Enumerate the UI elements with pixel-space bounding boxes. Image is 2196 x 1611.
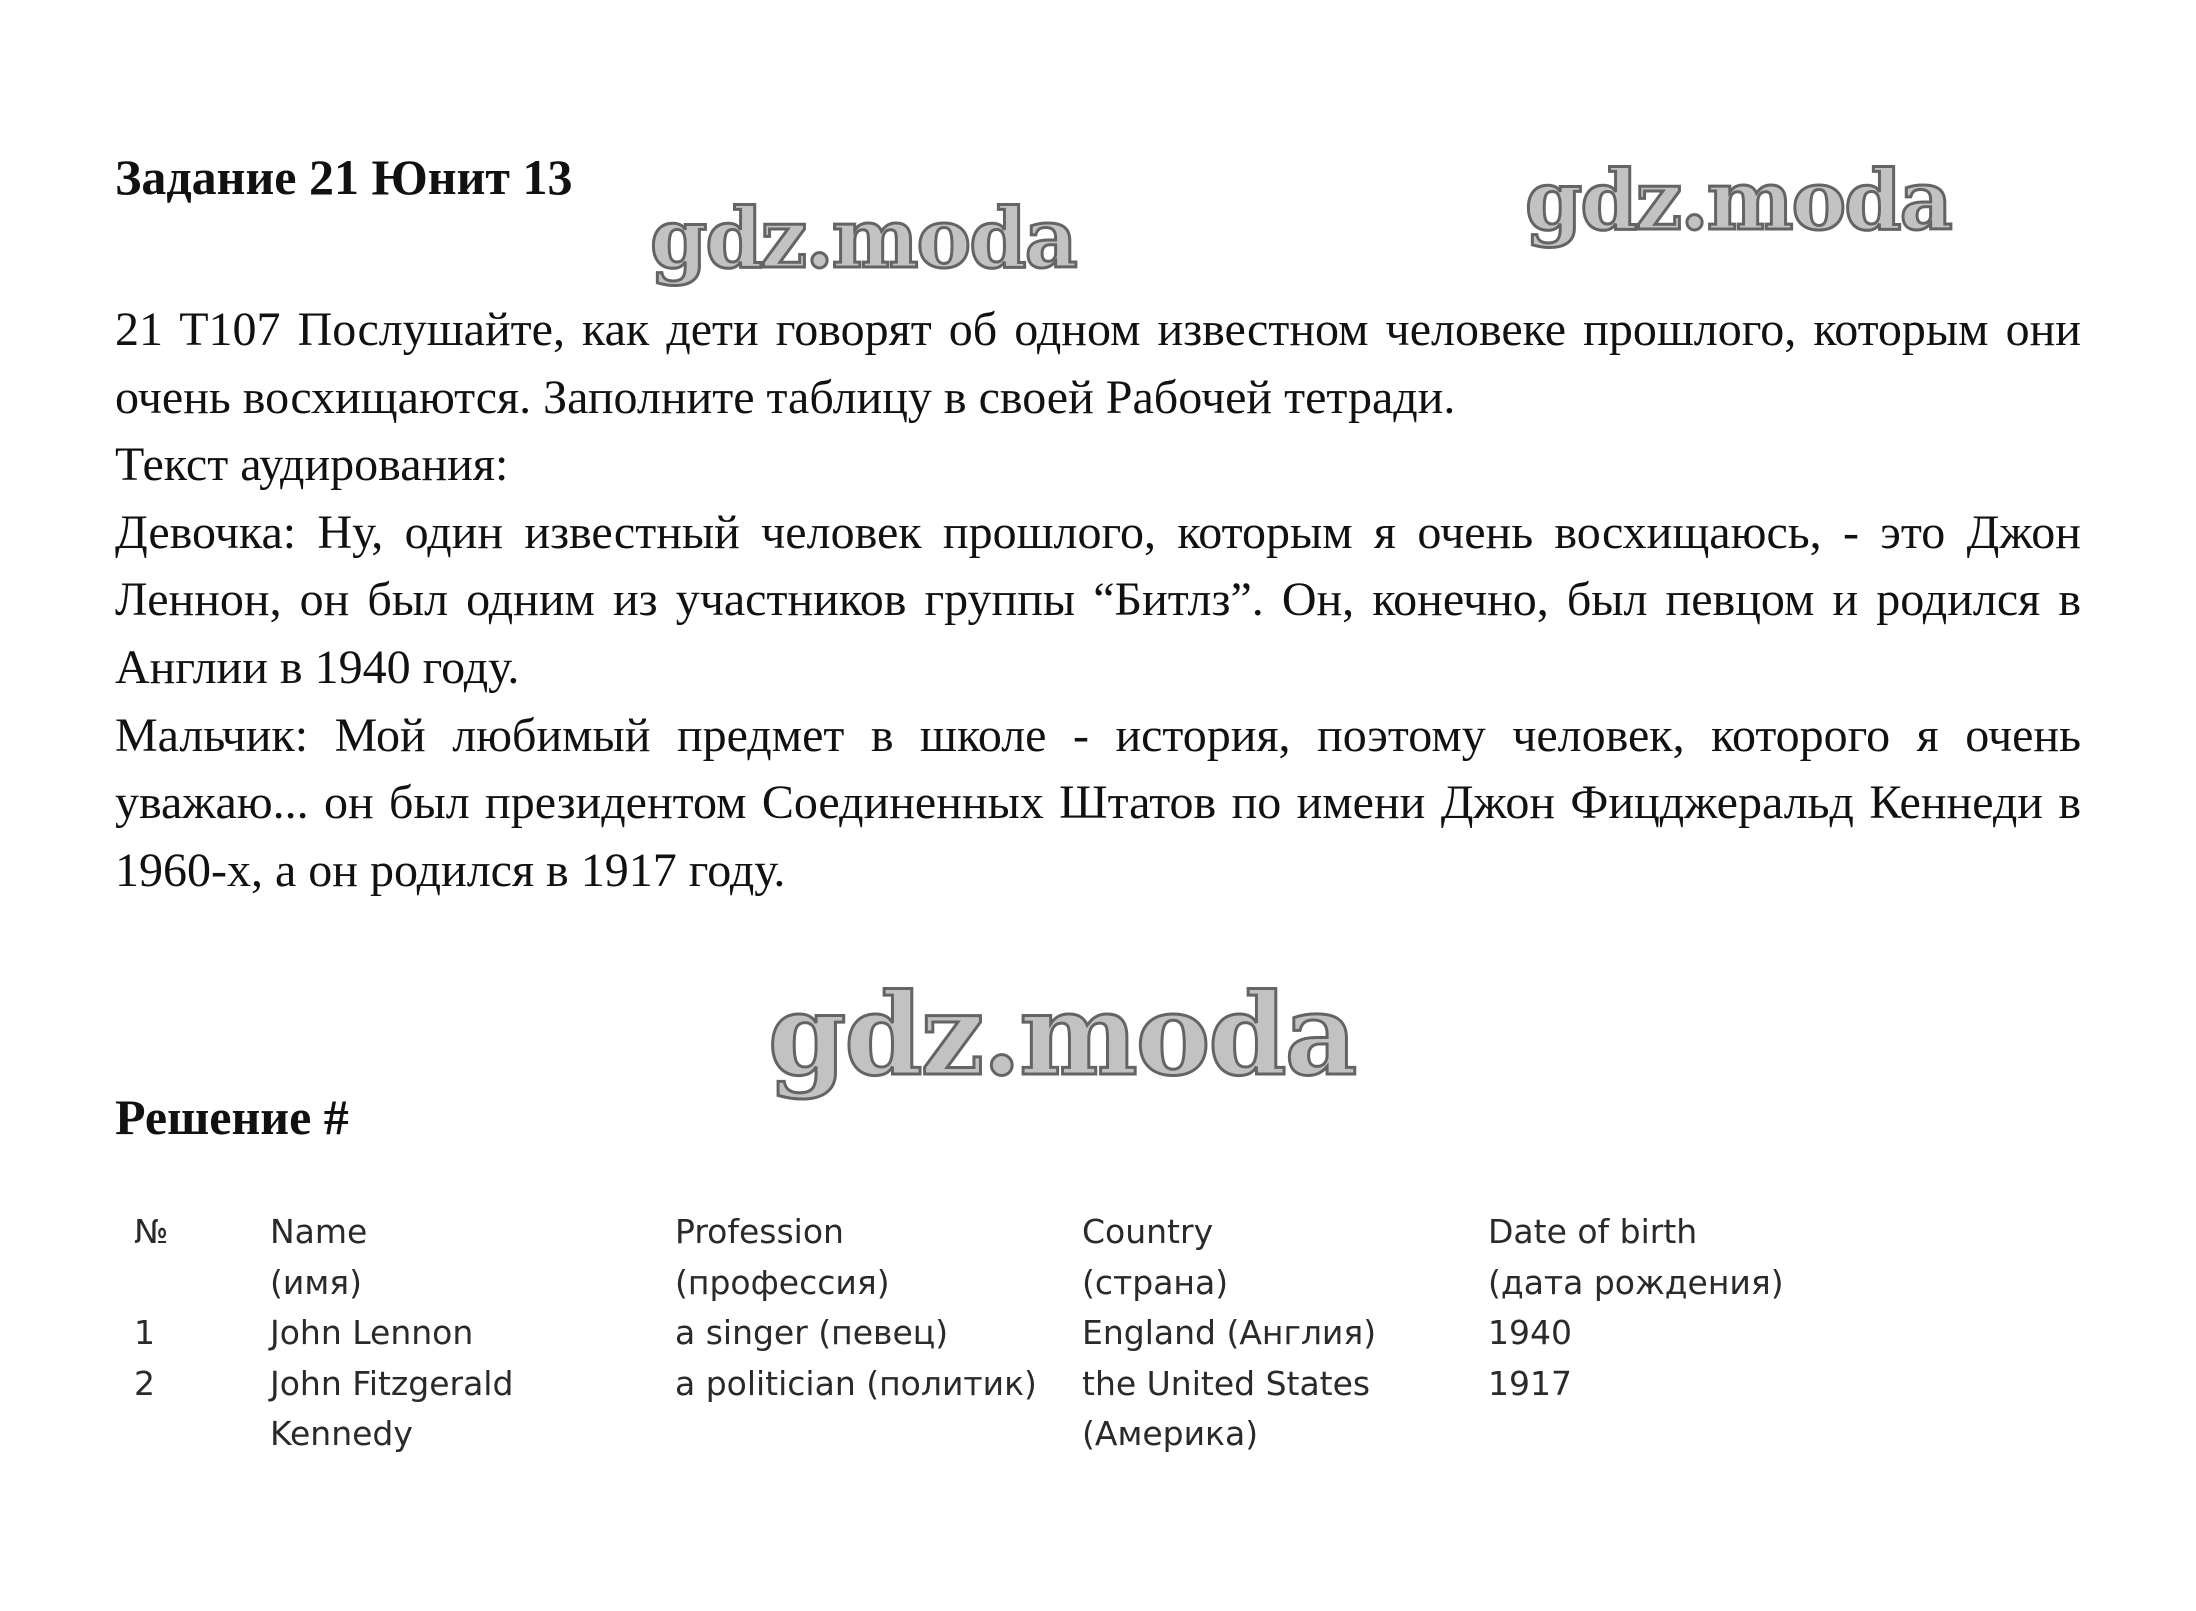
task-text <box>115 296 2081 904</box>
header-country: Country <box>1082 1212 1214 1251</box>
audio-text-label: Текст аудирования: <box>115 438 509 492</box>
row-date: 1940 <box>1488 1313 1572 1352</box>
row-num: 1 <box>134 1313 155 1352</box>
row-country: the United States <box>1082 1363 1371 1403</box>
row-profession: a singer (певец) <box>675 1313 949 1352</box>
header-date-of-birth: Date of birth <box>1488 1212 1698 1251</box>
girl-monologue: Девочка: Ну, один известный человек прошлого, которым я очень восхищаюсь, - это Джон Леннон, он был одним из участников группы “Битлз”. Он, конечно, был певцом и родился в Англии в 1940 году. <box>115 505 2081 694</box>
header-country-ru: (страна) <box>1082 1262 1229 1302</box>
watermark-logo: gdz.moda <box>650 191 1076 287</box>
row-name: John Fitzgerald <box>270 1363 514 1403</box>
page-title: Задание 21 Юнит 13 <box>115 149 573 205</box>
task-instruction: 21 T107 Послушайте, как дети говорят об одном известном человеке прошлого, которым они очень восхищаются. Заполните таблицу в своей Рабочей тетради. <box>115 303 2081 424</box>
watermark-logo: gdz.moda <box>768 970 1356 1101</box>
row-profession: a politician (политик) <box>675 1363 1037 1403</box>
watermark-logo: gdz.moda <box>1525 153 1951 249</box>
header-profession: Profession <box>675 1212 844 1251</box>
row-num: 2 <box>134 1363 155 1403</box>
header-profession-ru: (профессия) <box>675 1262 890 1302</box>
row-country-continued: (Америка) <box>1082 1414 1259 1453</box>
solution-heading: Решение # <box>115 1089 349 1145</box>
boy-monologue: Мальчик: Мой любимый предмет в школе - история, поэтому человек, которого я очень уважаю... он был президентом Соединенных Штатов по имени Джон Фицджеральд Кеннеди в 1960-х, а он родился в 1917 году. <box>115 708 2081 897</box>
header-num: № <box>134 1212 169 1251</box>
header-name-ru: (имя) <box>270 1262 362 1302</box>
header-date-ru: (дата рождения) <box>1488 1262 1784 1302</box>
row-date: 1917 <box>1488 1363 1572 1403</box>
row-name-continued: Kennedy <box>270 1414 413 1453</box>
header-name: Name <box>270 1212 368 1251</box>
row-name: John Lennon <box>270 1313 474 1352</box>
row-country: England (Англия) <box>1082 1313 1377 1352</box>
